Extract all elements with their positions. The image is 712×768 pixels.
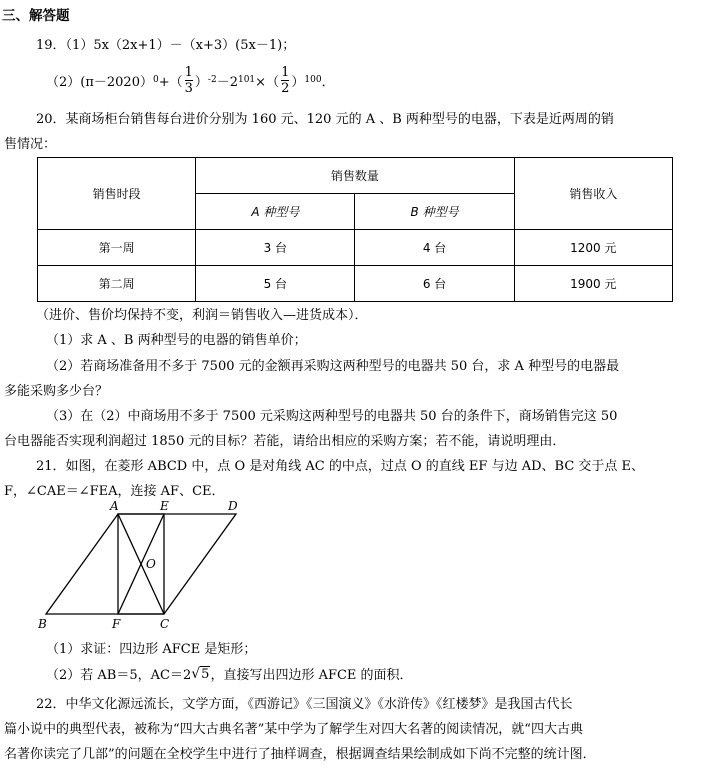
table-row xyxy=(38,266,673,302)
q19-exp2: 101 xyxy=(237,75,256,85)
q20-line2: 售情况： xyxy=(4,137,57,152)
cell-b: 4 台 xyxy=(355,230,514,266)
sqrt-radicand: 5 xyxy=(201,666,210,682)
header-income: 销售收入 xyxy=(514,158,672,230)
q21-sub2-suffix: ，直接写出四边形 AFCE 的面积． xyxy=(210,668,413,683)
label-a: A xyxy=(110,499,119,513)
q19-exp3: 100 xyxy=(304,75,322,85)
fraction-one-half xyxy=(281,65,289,96)
q22-line3: 名著你读完了几部”的问题在全校学生中进行了抽样调查，根据调查结果绘制成如下尚不完整的统计图． xyxy=(4,747,596,762)
q20-sub3-line1: （3）在（2）中商场用不多于 7500 元采购这两种型号的电器共 50 台的条件下，商场销售完这 50 xyxy=(46,409,618,424)
cell-period: 第一周 xyxy=(38,230,196,266)
q21-line1: 21．如图，在菱形 ABCD 中，点 O 是对角线 AC 的中点，过点 O 的直线 EF 与边 AD、BC 交于点 E、 xyxy=(36,459,645,474)
q19-part2 xyxy=(46,60,335,100)
label-c: C xyxy=(160,617,170,631)
q19-exp0: 0 xyxy=(152,75,159,85)
fraction-denominator: 3 xyxy=(184,80,193,96)
q21-sub1: （1）求证：四边形 AFCE 是矩形； xyxy=(46,642,257,657)
q19-times: ×（ xyxy=(255,74,280,90)
q20-sub3-line2: 台电器能否实现利润超过 1850 元的目标？若能，请给出相应的采购方案；若不能，请说明理由． xyxy=(4,434,566,449)
fraction-numerator: 1 xyxy=(281,64,290,80)
q21-sub2-prefix: （2）若 AB＝5，AC＝2 xyxy=(46,668,192,683)
label-e: E xyxy=(160,499,169,513)
header-model-b: B 种型号 xyxy=(355,194,514,230)
q19-close1: ） xyxy=(194,74,208,90)
q22-line1: 22．中华文化源远流长，文学方面，《西游记》《三国演义》《水浒传》《红楼梦》是我国古代长 xyxy=(36,697,573,712)
header-period: 销售时段 xyxy=(38,158,196,230)
section-title: 三、解答题 xyxy=(2,8,70,24)
table-row xyxy=(38,230,673,266)
cell-a: 5 台 xyxy=(196,266,355,302)
fraction-denominator: 2 xyxy=(281,80,290,96)
q19-end: ． xyxy=(321,74,335,90)
header-model-a: A 种型号 xyxy=(196,194,355,230)
q20-sub2-line1: （2）若商场准备用不多于 7500 元的金额再采购这两种型号的电器共 50 台，求 A 种型号的电器最 xyxy=(46,359,620,374)
header-quantity: 销售数量 xyxy=(196,158,514,194)
rhombus-figure xyxy=(32,498,252,634)
label-d: D xyxy=(228,499,238,513)
label-b: B xyxy=(38,617,47,631)
sqrt-symbol: √ 5 xyxy=(191,665,210,682)
label-o: O xyxy=(146,557,156,571)
cell-b: 6 台 xyxy=(355,266,514,302)
q19-mid: －2 xyxy=(216,74,238,90)
cell-income: 1200 元 xyxy=(514,230,672,266)
q20-line1: 20．某商场柜台销售每台进价分别为 160 元、120 元的 A 、B 两种型号的电器，下表是近两周的销 xyxy=(36,112,614,127)
q19-part1: 19．（1）5x（2x+1）－（x+3）(5x－1)； xyxy=(36,38,296,53)
cell-period: 第二周 xyxy=(38,266,196,302)
q21-sub2 xyxy=(46,664,413,683)
cell-a: 3 台 xyxy=(196,230,355,266)
q22-line2: 篇小说中的典型代表，被称为“四大古典名著”某中学为了解学生对四大名著的阅读情况，就“四大古典 xyxy=(4,722,583,737)
q20-sub2-line2: 多能采购多少台？ xyxy=(4,384,109,399)
q20-note: （进价、售价均保持不变，利润＝销售收入—进货成本）． xyxy=(36,308,368,323)
fraction-one-third xyxy=(185,65,193,96)
cell-income: 1900 元 xyxy=(514,266,672,302)
q19-plus: +（ xyxy=(158,74,183,90)
q19-exp1: -2 xyxy=(207,75,217,85)
sales-table xyxy=(37,157,673,302)
q20-sub1: （1）求 A 、B 两种型号的电器的销售单价； xyxy=(46,333,307,348)
q21-line2: F，∠CAE＝∠FEA，连接 AF、CE． xyxy=(4,484,225,499)
fraction-numerator: 1 xyxy=(184,64,193,80)
q19-part2-prefix: （2）(π－2020） xyxy=(46,74,153,90)
label-f: F xyxy=(112,617,121,631)
q19-close2: ） xyxy=(291,74,305,90)
